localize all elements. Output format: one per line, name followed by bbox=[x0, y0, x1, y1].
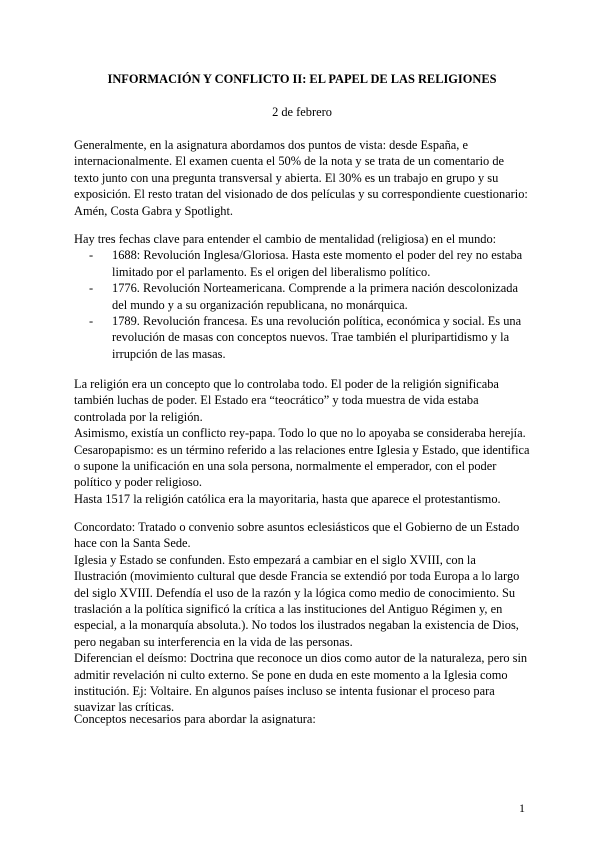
list-item: - 1789. Revolución francesa. Es una revolución política, económica y social. Es una revolución de masas con conceptos nuevos. Trae también el pluripartidismo y la irrupción de las masas. bbox=[74, 313, 530, 362]
concordat-paragraph-2: Iglesia y Estado se confunden. Esto empezará a cambiar en el siglo XVIII, con la Ilustración (movimiento cultural que desde Francia se extendió por toda Europa a lo largo del siglo XVIII. Defendía el uso de la razón y la lógica como medio de conocimiento. Su traslación a la política significó la crítica a las instituciones del Antiguo Régimen y, en especial, a la monarquía absoluta.). No todos los ilustrados negaban la existencia de Dios, pero negaban su interferencia en la vida de las personas. bbox=[74, 552, 520, 649]
document-date: 2 de febrero bbox=[272, 105, 332, 119]
concordat-paragraph-3: Diferencian el deísmo: Doctrina que reconoce un dios como autor de la naturaleza, pero sin admitir revelación ni culto externo. Se pone en duda en este momento a la Iglesia como institución. Ej: Voltaire. En algunos países incluso se intenta fusionar el proceso para suavizar las críticas. bbox=[74, 651, 528, 715]
religion-paragraph-1: La religión era un concepto que lo controlaba todo. El poder de la religión significaba también luchas de poder. El Estado era “teocrático” y toda muestra de vida estaba controlada por la religión. bbox=[74, 377, 499, 424]
dates-section bbox=[74, 231, 530, 362]
list-item: - 1776. Revolución Norteamericana. Comprende a la primera nación descolonizada del mundo y a su organización republicana, no monárquica. bbox=[74, 280, 530, 313]
list-item: - 1688: Revolución Inglesa/Gloriosa. Hasta este momento el poder del rey no estaba limitado por el parlamento. Es el origen del liberalismo político. bbox=[74, 247, 530, 280]
religion-paragraph-3: Cesaropapismo: es un término referido a las relaciones entre Iglesia y Estado, que identifica o supone la unificación en una sola persona, normalmente el emperador, con el poder político y poder religioso. bbox=[74, 442, 530, 490]
concordat-section bbox=[74, 519, 530, 716]
concepts-paragraph bbox=[74, 711, 530, 727]
religion-paragraph-2: Asimismo, existía un conflicto rey-papa. Todo lo que no lo apoyaba se consideraba herejía. bbox=[74, 426, 526, 441]
dates-list bbox=[74, 247, 530, 362]
religion-section bbox=[74, 376, 530, 507]
concepts-text: Conceptos necesarios para abordar la asignatura: bbox=[74, 712, 316, 726]
intro-paragraph bbox=[74, 137, 530, 219]
religion-paragraph-4: Hasta 1517 la religión católica era la mayoritaria, hasta que aparece el protestantismo. bbox=[74, 491, 501, 506]
dates-intro: Hay tres fechas clave para entender el cambio de mentalidad (religiosa) en el mundo: bbox=[74, 232, 497, 246]
concordat-paragraph-1: Concordato: Tratado o convenio sobre asuntos eclesiásticos que el Gobierno de un Estado hace con la Santa Sede. bbox=[74, 520, 520, 551]
document-title: INFORMACIÓN Y CONFLICTO II: EL PAPEL DE LAS RELIGIONES bbox=[107, 72, 497, 86]
intro-text: Generalmente, en la asignatura abordamos dos puntos de vista: desde España, e internacionalmente. El examen cuenta el 50% de la nota y se trata de un comentario de texto junto con una pregunta transversal y abierta. El 30% es un trabajo en grupo y su exposición. El resto tratan del visionado de dos películas y su correspondiente cuestionario: Amén, Costa Gabra y Spotlight. bbox=[74, 138, 528, 218]
page-number: 1 bbox=[519, 801, 525, 815]
